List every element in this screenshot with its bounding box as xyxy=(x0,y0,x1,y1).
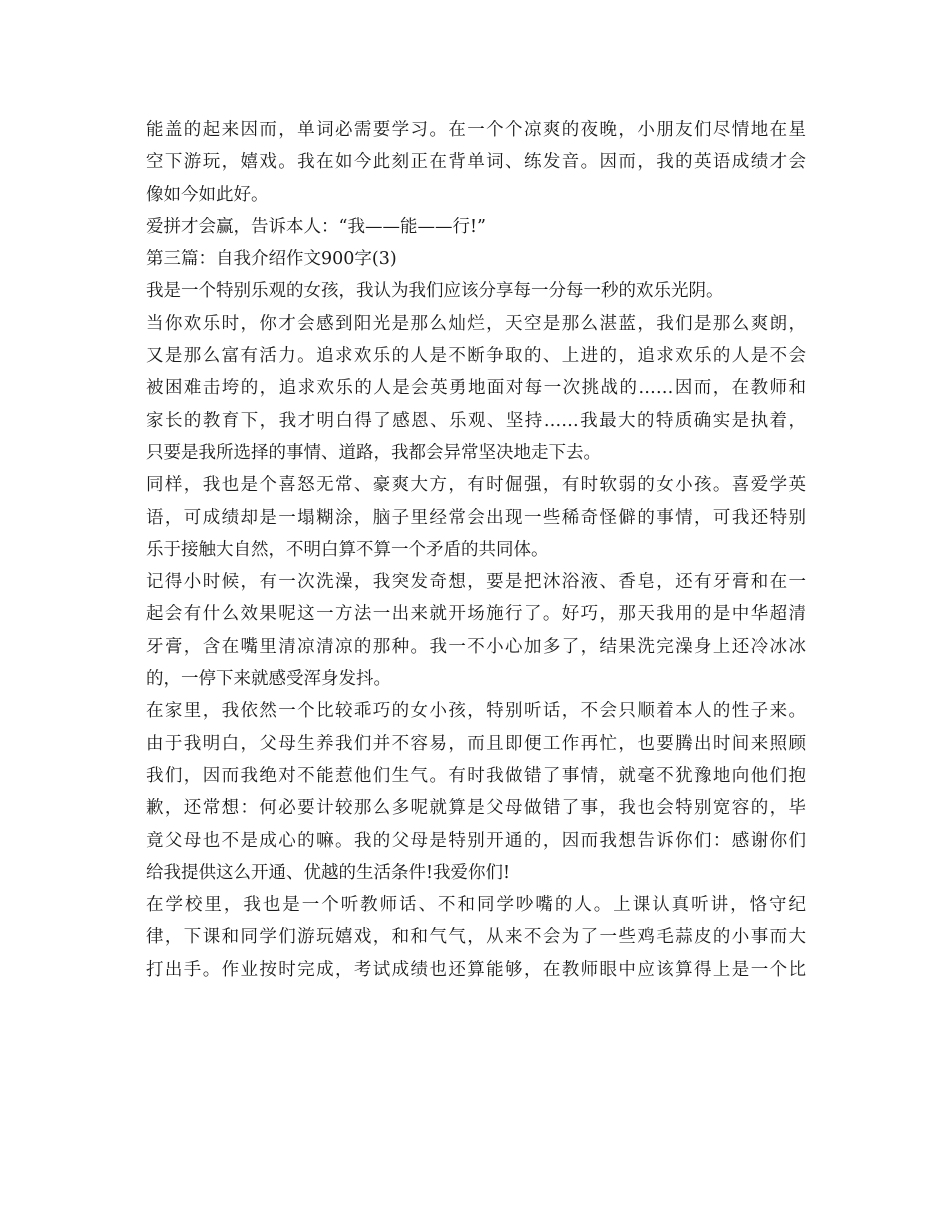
text-line: 乐于接触大自然，不明白算不算一个矛盾的共同体。 xyxy=(146,539,549,560)
text-line: 在学校里，我也是一个听教师话、不和同学吵嘴的人。上课认真听讲，恪守纪 xyxy=(146,895,806,916)
text-line: 由于我明白，父母生养我们并不容易，而且即便工作再忙，也要腾出时间来照顾 xyxy=(146,733,806,754)
text-line: 只要是我所选择的事情、道路，我都会异常坚决地走下去。 xyxy=(146,442,601,463)
text-line: 的，一停下来就感受浑身发抖。 xyxy=(146,669,391,690)
text-line: 同样，我也是个喜怒无常、豪爽大方，有时倔强，有时软弱的女小孩。喜爱学英 xyxy=(146,475,806,496)
text-line: 家长的教育下，我才明白得了感恩、乐观、坚持……我最大的特质确实是执着， xyxy=(146,410,806,431)
text-line: 被困难击垮的，追求欢乐的人是会英勇地面对每一次挑战的……因而，在教师和 xyxy=(146,378,806,399)
text-line: 竟父母也不是成心的嘛。我的父母是特别开通的，因而我想告诉你们：感谢你们 xyxy=(146,830,806,851)
text-line: 打出手。作业按时完成，考试成绩也还算能够，在教师眼中应该算得上是一个比 xyxy=(146,959,806,980)
text-line: 第三篇：自我介绍作文900字(3) xyxy=(146,249,397,270)
text-line: 爱拼才会赢，告诉本人：“我——能——行!” xyxy=(146,216,486,237)
text-line: 当你欢乐时，你才会感到阳光是那么灿烂，天空是那么湛蓝，我们是那么爽朗， xyxy=(146,313,806,334)
text-line: 在家里，我依然一个比较乖巧的女小孩，特别听话，不会只顺着本人的性子来。 xyxy=(146,701,806,722)
text-line: 像如今如此好。 xyxy=(146,184,269,205)
text-line: 能盖的起来因而，单词必需要学习。在一个个凉爽的夜晚，小朋友们尽情地在星 xyxy=(146,120,806,140)
text-line: 记得小时候，有一次洗澡，我突发奇想，要是把沐浴液、香皂，还有牙膏和在一 xyxy=(146,572,806,593)
text-line: 牙膏，含在嘴里清凉清凉的那种。我一不小心加多了，结果洗完澡身上还冷冰冰 xyxy=(146,636,806,657)
text-line: 律，下课和同学们游玩嬉戏，和和气气，从来不会为了一些鸡毛蒜皮的小事而大 xyxy=(146,927,806,948)
text-line: 语，可成绩却是一塌糊涂，脑子里经常会出现一些稀奇怪僻的事情，可我还特别 xyxy=(146,507,806,528)
document-body xyxy=(146,114,806,986)
text-line: 空下游玩，嬉戏。我在如今此刻正在背单词、练发音。因而，我的英语成绩才会 xyxy=(146,152,806,173)
text-line: 我们，因而我绝对不能惹他们生气。有时我做错了事情，就毫不犹豫地向他们抱 xyxy=(146,765,806,786)
text-line: 起会有什么效果呢这一方法一出来就开场施行了。好巧，那天我用的是中华超清 xyxy=(146,604,806,625)
text-line: 又是那么富有活力。追求欢乐的人是不断争取的、上进的，追求欢乐的人是不会 xyxy=(146,346,806,367)
text-line: 歉，还常想：何必要计较那么多呢就算是父母做错了事，我也会特别宽容的，毕 xyxy=(146,798,806,819)
text-line: 我是一个特别乐观的女孩，我认为我们应该分享每一分每一秒的欢乐光阴。 xyxy=(146,281,724,302)
text-line: 给我提供这么开通、优越的生活条件!我爱你们! xyxy=(146,862,511,883)
